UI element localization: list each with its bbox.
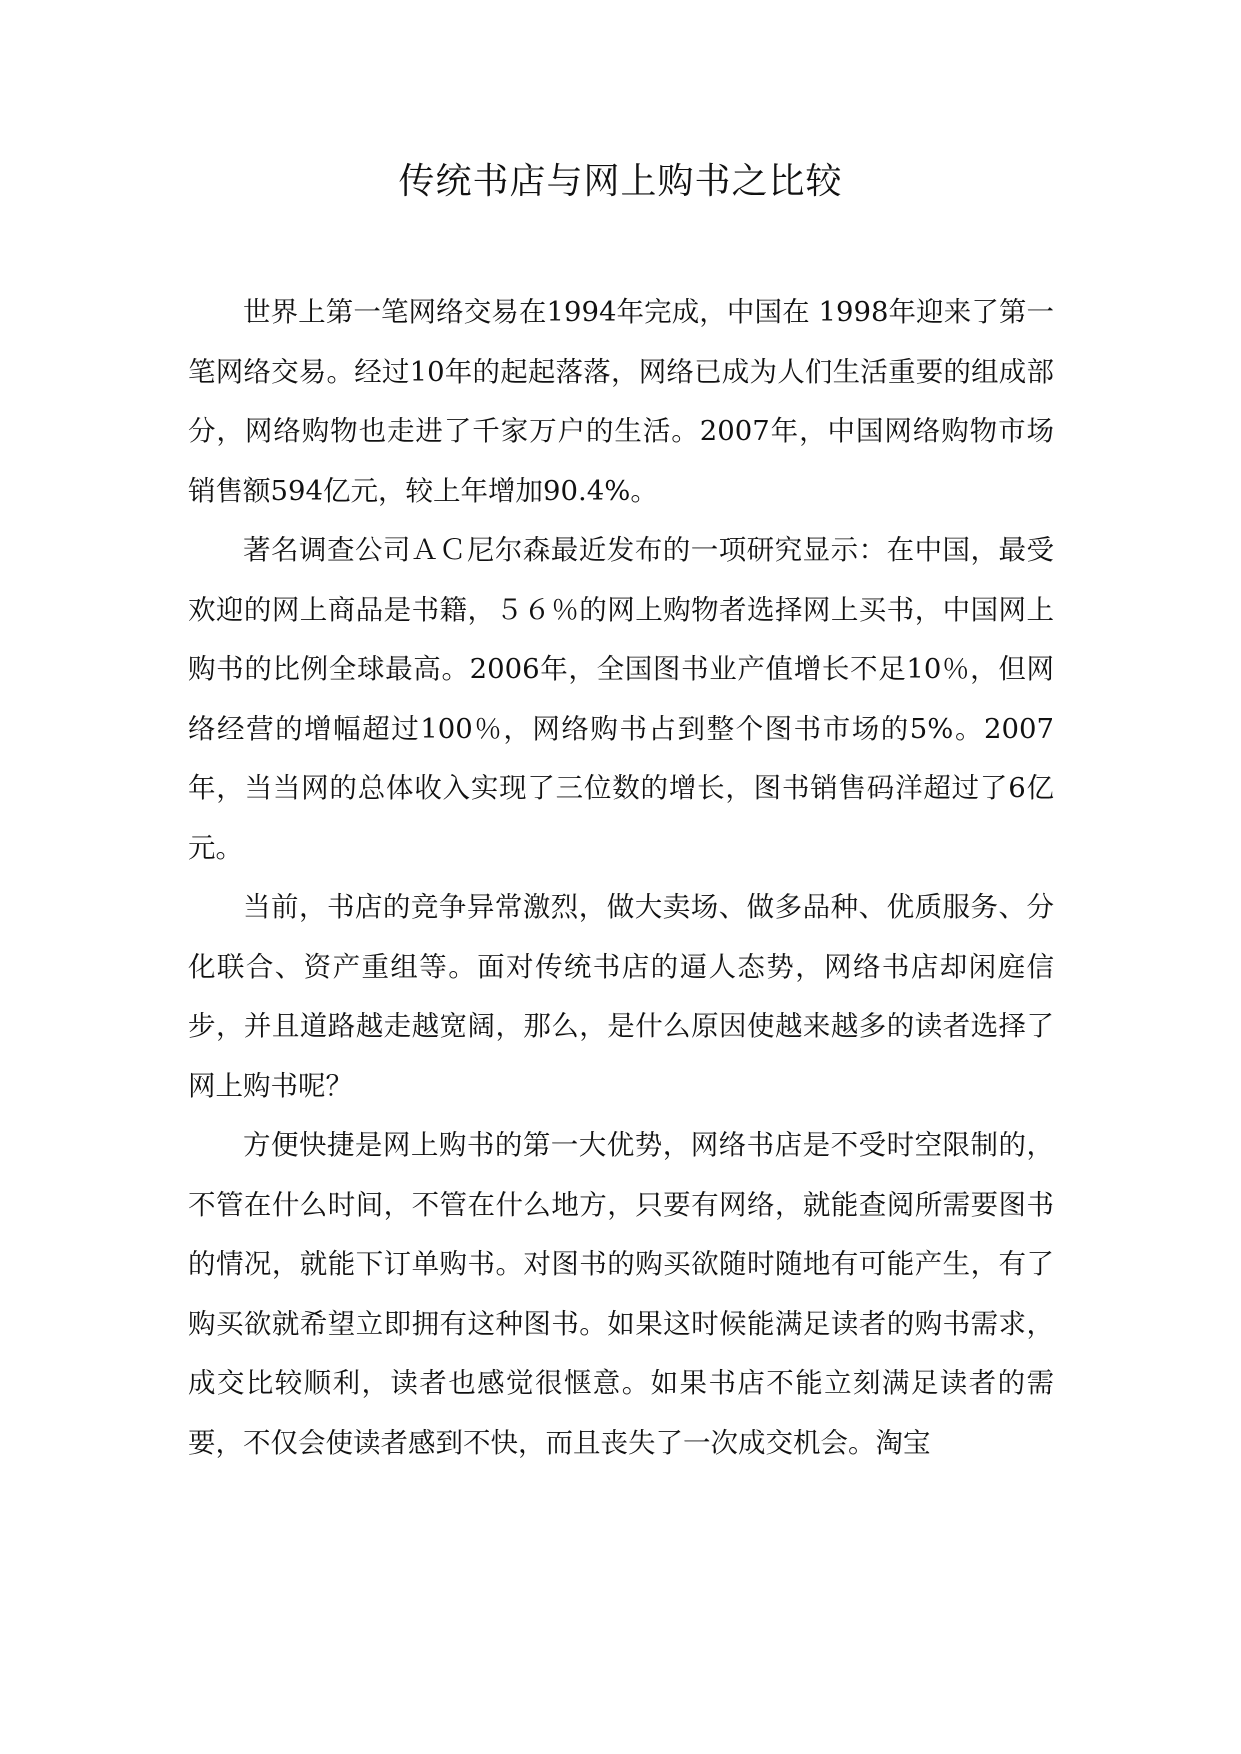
- paragraph-3: 当前，书店的竞争异常激烈，做大卖场、做多品种、优质服务、分化联合、资产重组等。面对传统书店的逼人态势，网络书店却闲庭信步，并且道路越走越宽阔，那么，是什么原因使越来越多的读者选择了网上购书呢？: [188, 891, 1054, 1102]
- paragraph-2: 著名调查公司ＡＣ尼尔森最近发布的一项研究显示：在中国，最受欢迎的网上商品是书籍，５６％的网上购物者选择网上买书，中国网上购书的比例全球最高。2006年，全国图书业产值增长不足10％，但网络经营的增幅超过100％，网络购书占到整个图书市场的5%。2007年，当当网的总体收入实现了三位数的增长，图书销售码洋超过了6亿元。: [188, 534, 1054, 864]
- document-body: [188, 283, 1054, 1473]
- paragraph-4: 方便快捷是网上购书的第一大优势，网络书店是不受时空限制的，不管在什么时间，不管在什么地方，只要有网络，就能查阅所需要图书的情况，就能下订单购书。对图书的购买欲随时随地有可能产生，有了购买欲就希望立即拥有这种图书。如果这时候能满足读者的购书需求，成交比较顺利，读者也感觉很惬意。如果书店不能立刻满足读者的需要，不仅会使读者感到不快，而且丧失了一次成交机会。淘宝: [188, 1129, 1054, 1459]
- paragraph-1: 世界上第一笔网络交易在1994年完成，中国在 1998年迎来了第一笔网络交易。经过10年的起起落落，网络已成为人们生活重要的组成部分，网络购物也走进了千家万户的生活。2007年，中国网络购物市场销售额594亿元，较上年增加90.4%。: [188, 296, 1054, 507]
- document-title: 传统书店与网上购书之比较: [398, 161, 843, 202]
